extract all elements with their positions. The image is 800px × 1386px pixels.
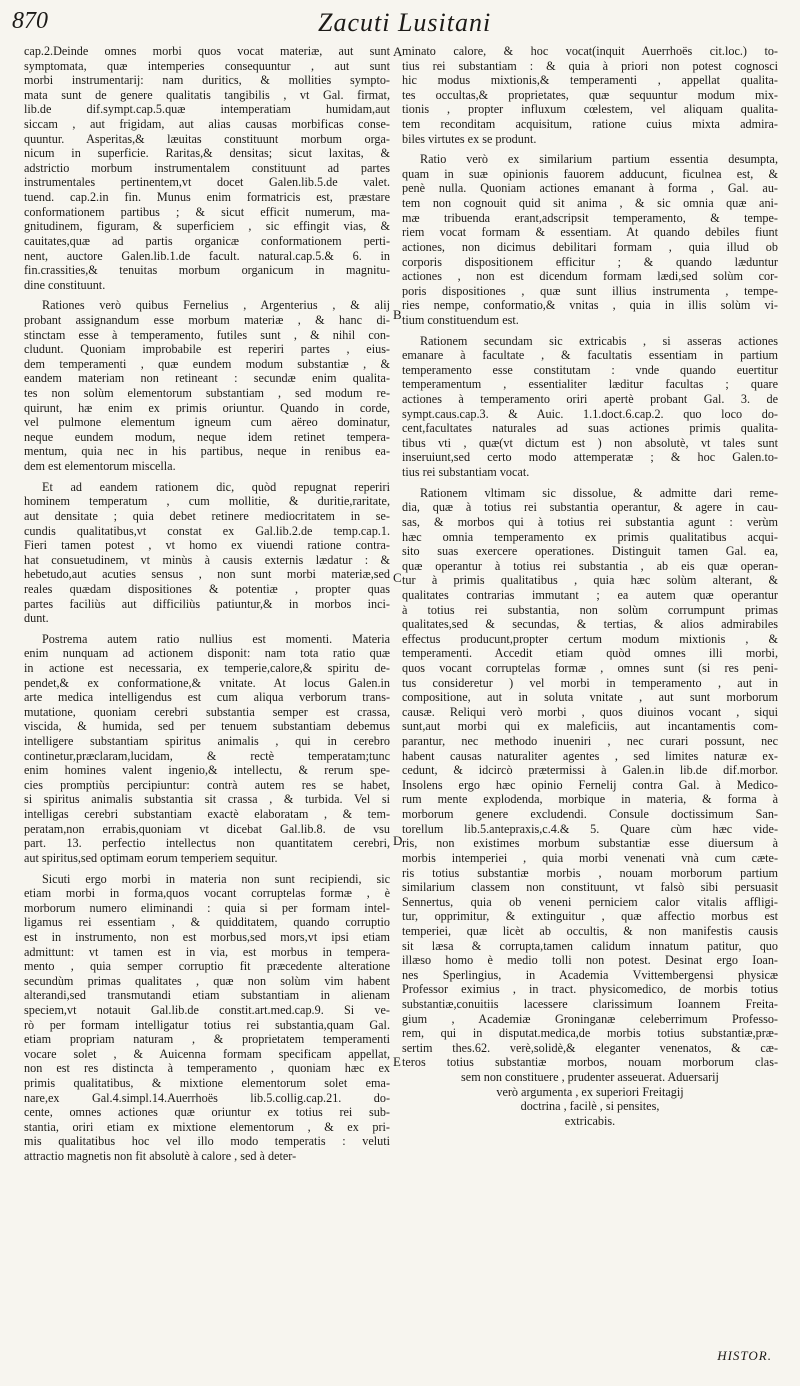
text-line: tes non solùm elementorum substantiam , sed modum re- (24, 386, 390, 401)
text-line: cundis qualitatibus,vt constat ex Gal.lib.2.de temp.cap.1. (24, 523, 390, 538)
text-line: viscida, & humida, sed per tenuem substantiam debemus (24, 719, 390, 734)
text-line: inseruiunt,sed certo modo attemperatæ ; & hoc Galen.to- (402, 450, 778, 465)
text-line: pendet,& ex conformatione,& vnitate. At locus Galen.in (24, 675, 390, 690)
text-line: intelligere substantiam spiritus animalis , qui in cerebro (24, 734, 390, 749)
text-line: tur à primis qualitatibus , quia hæc solùm alterant, & (402, 573, 778, 588)
text-line: gnitudinem, figuram, & superficiem , sic effingit vias, & (24, 219, 390, 234)
left-column (24, 44, 390, 1164)
page-number: 870 (12, 8, 48, 34)
text-line: teros totius substantiæ morbos, nouam morborum clas- (402, 1055, 778, 1070)
text-line: fin.crassities,& tenuitas morbum organicum in magnitu- (24, 263, 390, 278)
text-line: continetur,præclaram,lucidam, & rectè temperatam;tunc (24, 748, 390, 763)
text-line: tium constituendum est. (402, 312, 519, 327)
text-line: cies promptiùs percipiuntur: contrà autem res se habet, (24, 777, 390, 792)
text-line: tius rei substantiam : & quia à priori non potest cognosci (402, 58, 778, 73)
text-line: penè nulla. Quoniam actiones emanant à forma , Gal. au- (402, 181, 778, 196)
text-line: conformationem partibus ; & sicut efficit numerum, ma- (24, 204, 390, 219)
margin-letter-e: E (393, 1054, 401, 1069)
text-line: Professor eximius , in tract. physicomedico, de morbis totius (402, 982, 778, 997)
text-line: rem, qui in disputat.medica,de morbis totius substantiæ,præ- (402, 1026, 778, 1041)
text-line: cedunt, & idcircò prætermissi à Galen.in lib.de dif.morbor. (402, 763, 778, 778)
text-line: eandem materiam non retineant : secundæ enim qualita- (24, 371, 390, 386)
text-line: ligamus rei essentiam , & quidditatem, quando corruptio (24, 915, 390, 930)
margin-letter-d: D (393, 833, 403, 848)
text-line: parantur, nec methodo inueniri , nec curari possunt, nec (402, 734, 778, 749)
text-line: Sennertus, quia ob veneni perniciem calor vitalis affligi- (402, 894, 778, 909)
text-line: sito suas exercere operationes. Distinguit tamen Gal. ea, (402, 544, 778, 559)
text-line: symptomata, quæ intemperies consequuntur , aut sunt (24, 58, 390, 73)
text-line: habent causas naturaliter agentes , sed limites naturæ ex- (402, 748, 778, 763)
text-line: nicum in superficie. Raritas,& densitas; sicut laxitas, & (24, 146, 390, 161)
text-line: stinctam esse à temperamento, futiles sunt , & nihil con- (24, 327, 390, 342)
text-line: hominem temperatum , cum mollitie, & duritie,raritate, (24, 494, 390, 509)
text-line: corporis dispositionem efficitur ; & quando læduntur (402, 254, 778, 269)
text-line: admittunt: vt tamen est in via, est morbus in tempera- (24, 944, 390, 959)
text-line: primis qualitatibus, & mixtione elementorum solet ema- (24, 1076, 390, 1091)
text-line: est in instrumento, non est morbus,sed mors,vt ipsi etiam (24, 929, 390, 944)
text-line: gium , Academiæ Groninganæ celeberrimum Professo- (402, 1011, 778, 1026)
text-line: tem non cognouit quid sit anima , & sic omnia quæ ani- (402, 196, 778, 211)
text-line: Rationem vltimam sic dissolue, & admitte dari reme- (420, 485, 778, 500)
text-line: mento , quia semper corruptio fit præcedente alteratione (24, 959, 390, 974)
text-line: sem non constituere , prudenter asseuerat. Aduersarij (461, 1070, 719, 1085)
text-line: attractio magnetis non fit absolutè à calore , sed à deter- (24, 1149, 297, 1164)
text-line: intelligas cerebri substantiam exactè elaboratam , & tem- (24, 807, 390, 822)
text-line: sympt.caus.cap.3. & Auic. 1.1.doct.6.cap.2. quo loco do- (402, 406, 778, 421)
text-line: tes occultas,& proprietates, quæ sequuntur modum mix- (402, 87, 778, 102)
text-line: temperamenti. Accedit etiam quòd omnes illi morbi, (402, 646, 778, 661)
text-line: speciem,vt notauit Gal.lib.de constit.art.med.cap.9. Si ve- (24, 1003, 390, 1017)
text-line: qualitates contrarias immutant ; ea autem quæ operantur (402, 587, 778, 602)
text-line: dia, quæ à totius rei substantia operantur, & agere in cau- (402, 500, 778, 515)
page-header (0, 8, 800, 42)
text-line: peratam,non errabis,quoniam vt dicebat Gal.lib.8. de vsu (24, 821, 390, 836)
running-title: Zacuti Lusitani (318, 8, 492, 37)
text-line: ris totius substantiæ morbis , nouam morborum partium (402, 865, 778, 880)
text-line: tibus vti , quæ(vt dictum est ) non absolutè, vt tales sunt (402, 435, 778, 450)
text-line: Insolens ergo hæc opinio Fernelij contra Gal. à Medico- (402, 777, 778, 792)
text-line: hat consuetudinem, vt minùs à causis externis lædatur : & (24, 552, 390, 567)
text-line: instrumentales pertinentem,vt docet Galen.lib.5.de valet. (24, 175, 390, 190)
text-line: morborum genere excludendi. Consule doctissimum San- (402, 807, 778, 822)
text-line: ris, non existimes morbum substantiæ esse diuersum à (402, 836, 778, 851)
text-line: doctrina , facilè , si pensites, (520, 1099, 660, 1114)
text-line: compositione, aut in soluta vnitate , aut sunt morborum (402, 690, 778, 705)
text-line: hic modus mixtionis,& temperamenti , appellat qualita- (402, 73, 778, 88)
text-line: si spiritus animalis substantia sit crassa , & turbida. Vel si (24, 792, 390, 807)
text-line: similarium classem non constituunt, vt falsò sibi persuasit (402, 880, 778, 895)
text-line: temperamentum , essentialiter læditur facultas ; quare (402, 377, 778, 392)
margin-letter-a: A (393, 44, 403, 59)
text-line: ries nempe, conformatio,& vnitas , quia in illis solùm vi- (402, 298, 778, 313)
text-line: sit læsa & corrupta,tamen calidum innatum patitur, quo (402, 938, 778, 953)
text-line: dem temperamenti , quæ eundem modum substantiæ , & (24, 356, 390, 371)
text-line: non est res distincta à temperamento , quoniam hæc ex (24, 1061, 390, 1076)
text-line: adstrictio morbum instrumentalem constituunt ad partes (24, 160, 390, 175)
margin-letter-c: C (393, 570, 402, 585)
text-line: reales quædam dispositiones & potentiæ , propter quas (24, 581, 390, 596)
text-line: cludunt. Quoniam improbabile est reperiri partes , eius- (24, 342, 390, 357)
text-line: mutatione, quoniam cerebri substantia semper est crassa, (24, 704, 390, 719)
text-line: lib.de dif.sympt.cap.5.quæ intemperatiam humidam,aut (24, 102, 390, 117)
text-line: neque eundem modum, neque idem retinet tempera- (24, 429, 390, 444)
text-line: aut densitate ; quia debet retinere mediocritatem in se- (24, 508, 390, 523)
text-line: nare,ex Gal.4.simpl.14.Auerrhoës lib.5.collig.cap.21. do- (24, 1090, 390, 1105)
text-line: actiones, non dicimus debilitari formam , quia illud ob (402, 239, 778, 254)
text-line: Postrema autem ratio nullius est momenti. Materia (42, 631, 390, 646)
text-line: qualitates,sed & secundas, & tertias, & alios admirabiles (402, 617, 778, 632)
catchword: HISTOR. (717, 1348, 772, 1363)
text-line: secundùm primas qualitates , quæ non solùm vim habent (24, 973, 390, 988)
text-line: hæc omnia temperamento ex primis qualitatibus acqui- (402, 529, 778, 544)
text-line: Fieri tamen potest , vt homo ex viuendi ratione contra- (24, 538, 390, 553)
text-line: enim homines valent ingenio,& intellectu, & rerum spe- (24, 763, 390, 778)
text-line: morbi instrumentarij: nam duritics, & mollities sympto- (24, 73, 390, 88)
text-line: quuntur. Asperitas,& læuitas constituunt morbum orga- (24, 131, 390, 146)
text-line: substantiæ,conuitiis lacessere clarissimum Ioannem Freita- (402, 997, 778, 1011)
text-line: cente, omnes actiones quæ oriuntur ex totius rei sub- (24, 1105, 390, 1120)
text-line: partes faciliùs aut difficiliùs patiuntur,& in morbos inci- (24, 596, 390, 611)
text-line: mis qualitatibus hoc vel illo modo temperatis : veluti (24, 1134, 390, 1149)
text-line: dem est elementorum miscella. (24, 459, 176, 474)
text-line: torellum lib.5.antepraxis,c.4.& 5. Quare cùm hæc vide- (402, 821, 778, 836)
text-line: minato calore, & hoc vocat(inquit Auerrhoës cit.loc.) to- (402, 44, 778, 58)
text-line: sas, & morbos qui à totius rei substantia agunt : verùm (402, 514, 778, 529)
text-line: extricabis. (564, 1113, 616, 1128)
text-line: part. 13. perfectio intellectus non quantitatem cerebri, (24, 836, 390, 851)
text-line: mata sunt de genere qualitatis tangibilis , vt Gal. firmat, (24, 87, 390, 102)
text-line: enim nunquam ad actionem disponit: nam tota ratio quæ (24, 646, 390, 661)
text-line: morbis intemperiei , quia morbi venenati vnà cum cæte- (402, 850, 778, 865)
text-line: arte medica intelligendus est cum aliqua verborum trans- (24, 690, 390, 705)
text-line: tus consideretur ) vel morbi in temperamento , aut in (402, 675, 778, 690)
text-line: cent,facultates naturales ad suas actiones primis qualita- (402, 421, 778, 436)
text-line: etiam propriam naturam , & proprietatem temperamenti (24, 1032, 390, 1047)
text-line: Rationem secundam sic extricabis , si asseras actiones (420, 333, 778, 348)
text-line: etiam morbi in forma,quos vocant corruptelas formæ , è (24, 886, 390, 901)
text-line: causæ. Reliqui verò morbi , quos diuinos vocant , siqui (402, 704, 778, 719)
text-line: vel pulmone elementum igneum cum aëreo dominatur, (24, 415, 390, 430)
text-line: sunt,aut morbi qui ex maleficiis, aut incantamentis com- (402, 719, 778, 734)
text-line: riem vocat formam & essentiam. At quando debiles fiunt (402, 225, 778, 240)
margin-letter-b: B (393, 307, 402, 322)
text-line: illæso homo è medio tolli non potest. Desinat ergo Ioan- (402, 953, 778, 968)
text-line: mentum, quia nec in his partibus, neque in renibus ea- (24, 444, 390, 459)
text-line: in actione est necessaria, ex temperie,calore,& spiritu de- (24, 660, 390, 675)
text-line: aut spiritus,sed optimam eorum temperiem sequitur. (24, 850, 278, 865)
text-line: Sicuti ergo morbi in materia non sunt recipiendi, sic (42, 871, 390, 886)
text-line: probant assignandum esse morbum materiæ , & hanc di- (24, 312, 390, 327)
text-line: cap.2.Deinde omnes morbi quos vocat materiæ, aut sunt (24, 44, 390, 58)
text-line: emanare à facultate , & facultatis essentiam in partium (402, 348, 778, 363)
text-line: quæ operantur à totius rei substantia , ab eis quæ operan- (402, 558, 778, 573)
text-line: tuend. cap.2.in fin. Munus enim formatricis est, præstare (24, 190, 390, 205)
text-line: stantia, oriri etiam ex mixtione elementorum , & ex pri- (24, 1119, 390, 1134)
text-line: Et ad eandem rationem dic, quòd repugnat reperiri (42, 479, 390, 494)
text-line: cauitates,quæ ad partis organicæ conformationem perti- (24, 233, 390, 248)
text-line: tius rei substantiam vocat. (402, 465, 530, 480)
text-line: quos vocant corruptelas formæ , omnes sunt (si res peni- (402, 660, 778, 675)
text-line: sertim thes.62. verè,solidè,& eleganter venenatos, & cæ- (402, 1040, 778, 1055)
text-line: Rationes verò quibus Fernelius , Argenterius , & alij (42, 298, 390, 313)
text-line: tur, opprimitur, & extinguitur , quæ affectio morbus est (402, 909, 778, 924)
text-line: tem reconditam acquisitum, ratione cuius mixta admira- (402, 117, 778, 132)
text-line: effectus producunt,propter certum modum mixtionis , & (402, 631, 778, 646)
text-line: morborum numero eliminandi : quia si per formam intel- (24, 900, 390, 915)
text-line: rò per formam intelligatur totius rei substantia,quam Gal. (24, 1017, 390, 1032)
text-line: vocare solet , & Auicenna formam specificam appellat, (24, 1046, 390, 1061)
text-line: temperamento esse constitutam : vnde quando euertitur (402, 362, 778, 377)
text-line: actiones à temperamento oriri apertè probant Gal. 3. de (402, 392, 778, 407)
text-line: nes Sperlingius, in Academia Vvittembergensi physicæ (402, 967, 778, 982)
right-column (402, 44, 778, 1128)
text-line: nent, auctore Galen.lib.1.de facult. natural.cap.5.& 6. in (24, 248, 390, 263)
text-line: à totius rei substantia, non solùm corrumpunt primas (402, 602, 778, 617)
text-line: quirunt, hæ enim ex primis oriuntur. Quando in corde, (24, 400, 390, 415)
text-line: biles virtutes ex se produnt. (402, 131, 537, 146)
text-line: poris dispositiones , quæ sunt illius instrumenta , tempe- (402, 283, 778, 298)
text-line: dine constituunt. (24, 277, 106, 292)
text-line: verò argumenta , ex superiori Freitagij (496, 1084, 684, 1099)
text-line: Ratio verò ex similarium partium essentia desumpta, (420, 152, 778, 167)
text-line: hebetudo,aut acuties sensus , non sunt morbi materiæ,sed (24, 567, 390, 582)
text-line: actiones , non est dicendum formam lædi,sed solùm cor- (402, 269, 778, 284)
text-line: rum mente explodenda, morbique in materia, & forma à (402, 792, 778, 807)
text-line: tionis , propter influxum cœlestem, vel aliquam qualita- (402, 102, 778, 117)
text-line: dunt. (24, 611, 49, 626)
text-line: temperiei, quæ licèt ab occultis, & non manifestis causis (402, 923, 778, 938)
text-line: alterandi,sed transmutandi etiam substantiam in alienam (24, 988, 390, 1003)
text-line: quam in suæ opinionis fauorem adducunt, ficulnea est, & (402, 166, 778, 181)
text-line: siccam , aut frigidam, aut alias causas morbificas conse- (24, 117, 390, 132)
text-line: mæ tribuenda erant,adscripsit temperamento, & tempe- (402, 210, 778, 225)
